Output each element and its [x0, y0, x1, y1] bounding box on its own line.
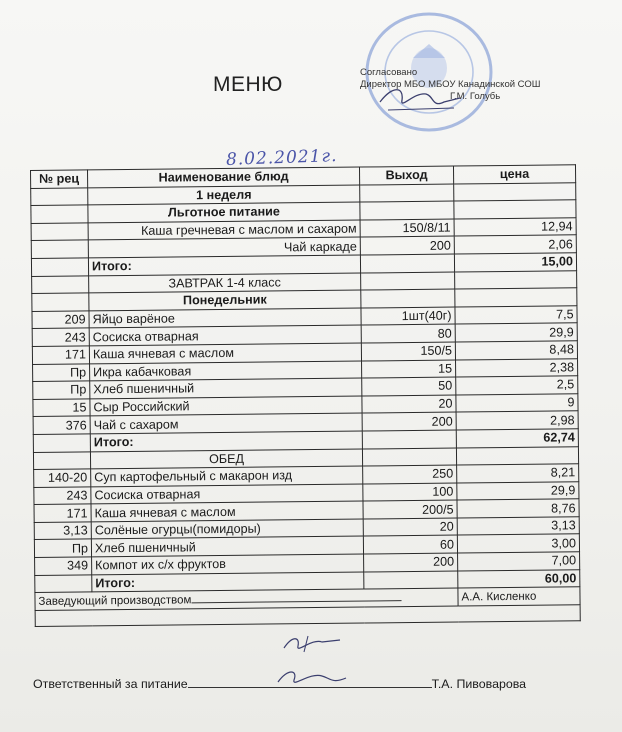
table-row: 349 Компот их с/х фруктов 200 7,00	[35, 552, 580, 575]
table-row: Пр Хлеб пшеничный 50 2,5	[33, 376, 578, 399]
total-value: 15,00	[454, 253, 576, 272]
table-row: Пр Хлеб пшеничный 60 3,00	[34, 534, 579, 557]
table-row: Пр Икра кабачковая 15 2,38	[33, 358, 578, 381]
meal-label: ОБЕД	[90, 449, 362, 469]
table-row: 171 Каша ячневая с маслом 200/5 8,76	[34, 499, 579, 522]
table-row: 209 Яйцо варёное 1шт(40г) 7,5	[32, 306, 577, 329]
menu-table	[30, 164, 581, 627]
header-price: цена	[453, 165, 575, 184]
total-value: 62,74	[456, 429, 578, 448]
meal-label: ЗАВТРАК 1-4 класс	[89, 273, 361, 293]
total-row: Итого: 62,74	[33, 429, 578, 452]
page-title: МЕНЮ	[213, 73, 283, 96]
responsible-name: Т.А. Пивоварова	[431, 677, 527, 691]
total-row: Итого: 15,00	[31, 253, 576, 276]
table-row: 171 Каша ячневая с маслом 150/5 8,48	[32, 341, 577, 364]
footer-signature	[33, 675, 593, 691]
table-row: 15 Сыр Российский 20 9	[33, 393, 578, 416]
day-label: Понедельник	[89, 290, 361, 310]
head-signature	[278, 632, 348, 656]
total-row: Итого: 60,00	[35, 569, 580, 592]
approval-line: Согласовано	[360, 67, 418, 78]
week-label: 1 неделя	[88, 185, 360, 205]
table-row: Чай каркаде 200 2,06	[31, 235, 576, 258]
table-row: 3,13 Солёные огурцы(помидоры) 20 3,13	[34, 517, 579, 540]
header-output: Выход	[359, 166, 453, 185]
section-label: Льготное питание	[88, 202, 360, 222]
table-row: 140-20 Суп картофельный с макарон изд 250 8,21	[34, 464, 579, 487]
table-row: Каша гречневая с маслом и сахаром 150/8/11 12,94	[31, 218, 576, 241]
total-value: 60,00	[458, 569, 580, 588]
approval-block	[360, 67, 590, 103]
header-num: № рец	[31, 170, 88, 188]
table-row: 243 Сосиска отварная 80 29,9	[32, 323, 577, 346]
handwritten-date: 8.02.2021г.	[225, 146, 338, 170]
approval-line: Директор МБО МБОУ Канадинской СОШ	[360, 79, 541, 90]
responsible-label: Ответственный за питание	[33, 677, 188, 691]
head-of-production-label: Заведующий производством	[38, 593, 192, 608]
head-of-production-name: А.А. Кисленко	[458, 587, 580, 606]
table-row: 243 Сосиска отварная 100 29,9	[34, 481, 579, 504]
header-name: Наименование блюд	[88, 167, 360, 187]
table-row: 376 Чай с сахаром 200 2,98	[33, 411, 578, 434]
approval-director: Г.М. Голубь	[450, 91, 501, 102]
